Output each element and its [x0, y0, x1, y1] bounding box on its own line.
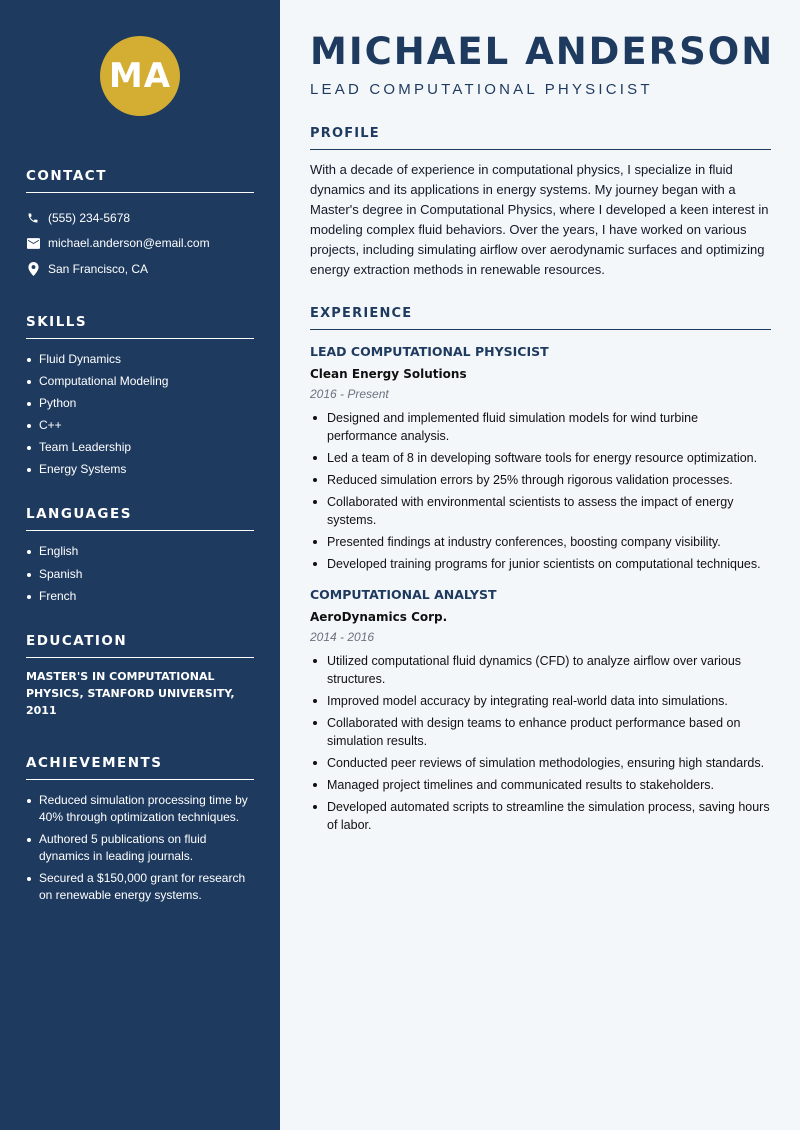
- skill-item: Fluid Dynamics: [26, 351, 254, 368]
- candidate-role: LEAD COMPUTATIONAL PHYSICIST: [310, 81, 653, 98]
- education-section: [26, 633, 254, 719]
- job-bullet: Managed project timelines and communicated results to stakeholders.: [310, 776, 771, 794]
- job-bullet: Led a team of 8 in developing software tools for energy resource optimization.: [310, 449, 771, 467]
- job-entry: [310, 344, 771, 573]
- job-bullet: Developed automated scripts to streamline the simulation process, saving hours of labor.: [310, 798, 771, 834]
- job-dates: 2016 - Present: [310, 387, 389, 401]
- email-text: michael.anderson@email.com: [48, 236, 210, 251]
- job-bullet: Improved model accuracy by integrating real-world data into simulations.: [310, 692, 771, 710]
- achievements-list: [26, 792, 254, 904]
- education-line: MASTER'S IN COMPUTATIONAL: [26, 669, 215, 683]
- job-bullet: Utilized computational fluid dynamics (CFD) to analyze airflow over various structures.: [310, 652, 771, 688]
- skills-section: [26, 314, 254, 479]
- phone-icon: [26, 211, 40, 225]
- contact-email: [26, 231, 254, 257]
- job-bullet: Designed and implemented fluid simulation models for wind turbine performance analysis.: [310, 409, 771, 445]
- job-dates: 2014 - 2016: [310, 630, 375, 644]
- job-bullet: Developed training programs for junior scientists on computational techniques.: [310, 555, 771, 573]
- profile-heading: PROFILE: [310, 126, 771, 150]
- job-bullet: Conducted peer reviews of simulation methodologies, ensuring high standards.: [310, 754, 771, 772]
- job-bullets: [310, 652, 771, 834]
- education-heading: EDUCATION: [26, 633, 254, 658]
- map-pin-icon: [26, 262, 40, 276]
- languages-section: [26, 506, 254, 604]
- job-bullet: Reduced simulation errors by 25% through rigorous validation processes.: [310, 471, 771, 489]
- experience-heading: EXPERIENCE: [310, 306, 771, 330]
- skills-list: [26, 351, 254, 479]
- job-company: AeroDynamics Corp.: [310, 610, 448, 624]
- education-line: PHYSICS, STANFORD UNIVERSITY, 2011: [26, 686, 235, 717]
- achievement-item: Authored 5 publications on fluid dynamics in leading journals.: [26, 831, 254, 865]
- job-title: LEAD COMPUTATIONAL PHYSICIST: [310, 344, 549, 359]
- achievements-section: [26, 755, 254, 904]
- skills-heading: SKILLS: [26, 314, 254, 339]
- achievements-heading: ACHIEVEMENTS: [26, 755, 254, 780]
- skill-item: Team Leadership: [26, 439, 254, 456]
- contact-location: [26, 256, 254, 282]
- contact-section: [26, 168, 254, 282]
- language-item: Spanish: [26, 566, 254, 583]
- candidate-name: MICHAEL ANDERSON: [310, 30, 775, 73]
- avatar: MA: [100, 36, 180, 116]
- language-item: English: [26, 543, 254, 560]
- skill-item: Energy Systems: [26, 461, 254, 478]
- sidebar: [0, 0, 280, 1130]
- language-item: French: [26, 588, 254, 605]
- experience-section: [310, 306, 771, 834]
- languages-heading: LANGUAGES: [26, 506, 254, 531]
- education-degree: [26, 668, 254, 719]
- skill-item: C++: [26, 417, 254, 434]
- job-company: Clean Energy Solutions: [310, 367, 467, 381]
- job-title: COMPUTATIONAL ANALYST: [310, 587, 497, 602]
- skill-item: Python: [26, 395, 254, 412]
- skill-item: Computational Modeling: [26, 373, 254, 390]
- location-text: San Francisco, CA: [48, 261, 149, 276]
- achievement-item: Reduced simulation processing time by 40% through optimization techniques.: [26, 792, 254, 826]
- job-bullet: Collaborated with environmental scientists to assess the impact of energy systems.: [310, 493, 771, 529]
- languages-list: [26, 543, 254, 604]
- contact-phone: [26, 205, 254, 231]
- job-bullet: Presented findings at industry conferences, boosting company visibility.: [310, 533, 771, 551]
- job-entry: [310, 587, 771, 834]
- profile-section: [310, 126, 771, 280]
- main-content: [310, 30, 775, 838]
- job-bullets: [310, 409, 771, 573]
- mail-icon: [26, 236, 40, 250]
- profile-text: With a decade of experience in computational physics, I specialize in fluid dynamics and its applications in energy systems. My journey began with a Master's degree in Computational Physics, where I developed a keen interest in modeling complex fluid behaviors. Over the years, I have worked on various projects, including simulating airflow over aerodynamic surfaces and optimizing energy extraction methods in renewable resources.: [310, 162, 769, 277]
- contact-list: [26, 205, 254, 282]
- phone-text: (555) 234-5678: [48, 210, 131, 225]
- contact-heading: CONTACT: [26, 168, 254, 193]
- achievement-item: Secured a $150,000 grant for research on renewable energy systems.: [26, 870, 254, 904]
- job-bullet: Collaborated with design teams to enhance product performance based on simulation results.: [310, 714, 771, 750]
